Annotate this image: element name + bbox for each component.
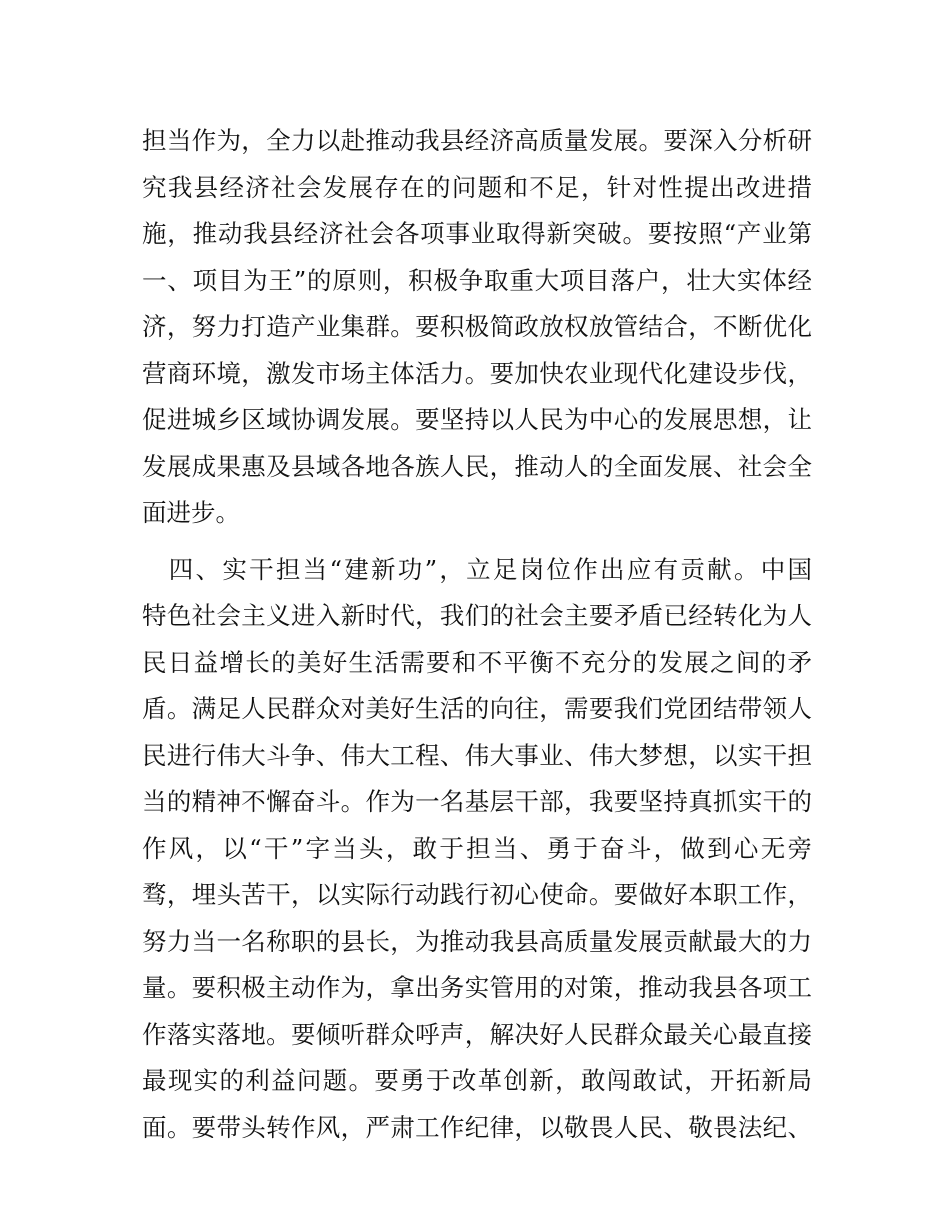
text-line: 盾。满足人民群众对美好生活的向往，需要我们党团结带领人 [142,694,812,723]
text-line: 面进步。 [142,498,240,527]
text-line: 量。要积极主动作为，拿出务实管用的对策，推动我县各项工 [142,973,812,1002]
text-line: 骛，埋头苦干，以实际行动践行初心使命。要做好本职工作， [142,880,812,909]
text-line: 当的精神不懈奋斗。作为一名基层干部，我要坚持真抓实干的 [142,787,812,816]
text-line: 努力当一名称职的县长，为推动我县高质量发展贡献最大的力 [142,926,812,956]
paragraph-spacer [142,537,812,547]
text-line: 特色社会主义进入新时代，我们的社会主要矛盾已经转化为人 [142,601,812,630]
text-line: 担当作为，全力以赴推动我县经济高质量发展。要深入分析研 [142,126,812,155]
text-line: 施，推动我县经济社会各项事业取得新突破。要按照“产业第 [142,219,812,248]
text-line: 营商环境，激发市场主体活力。要加快农业现代化建设步伐， [142,358,812,388]
text-line: 究我县经济社会发展存在的问题和不足，针对性提出改进措 [142,172,812,202]
text-line: 民日益增长的美好生活需要和不平衡不充分的发展之间的矛 [142,647,812,677]
section-heading-line: 四、实干担当“建新功”，立足岗位作出应有贡献。中国 [142,554,812,584]
paragraph-section-four [142,547,812,1152]
text-line: 作落实落地。要倾听群众呼声，解决好人民群众最关心最直接 [142,1019,812,1049]
paragraph-county-development [142,118,812,537]
text-line: 民进行伟大斗争、伟大工程、伟大事业、伟大梦想，以实干担 [142,740,812,770]
text-line: 促进城乡区域协调发展。要坚持以人民为中心的发展思想，让 [142,405,812,434]
text-line: 最现实的利益问题。要勇于改革创新，敢闯敢试，开拓新局 [142,1066,812,1095]
document-body [142,118,812,1151]
text-line: 面。要带头转作风，严肃工作纪律，以敬畏人民、敬畏法纪、 [142,1112,812,1142]
text-line: 济，努力打造产业集群。要积极简政放权放管结合，不断优化 [142,312,812,341]
text-line: 发展成果惠及县域各地各族人民，推动人的全面发展、社会全 [142,451,812,481]
text-line: 作风，以“干”字当头，敢于担当、勇于奋斗，做到心无旁 [142,833,812,863]
text-line: 一、项目为王”的原则，积极争取重大项目落户，壮大实体经 [142,265,812,295]
